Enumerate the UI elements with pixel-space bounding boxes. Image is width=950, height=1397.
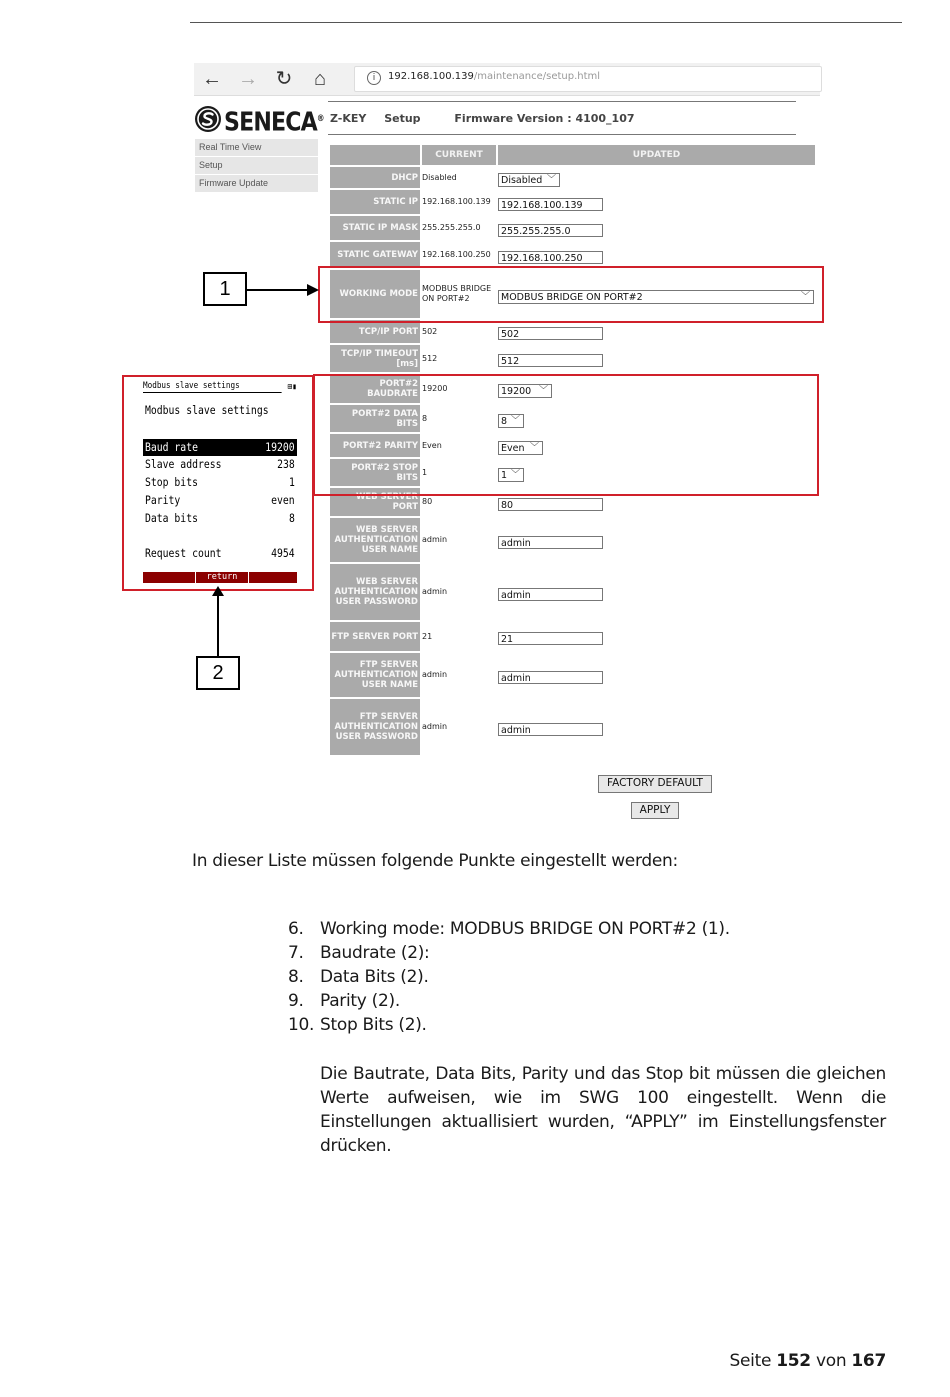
device-row-key: Stop bits [145, 475, 198, 489]
step-text: Parity (2). [320, 991, 400, 1011]
chevron-down-icon: ﹀ [538, 386, 548, 396]
device-row-value: 8 [289, 511, 295, 525]
device-footer [143, 572, 297, 583]
row-label: WEB SERVER AUTHENTICATION USER PASSWORD [330, 564, 420, 620]
step-number: 10. [288, 1015, 315, 1035]
row-label: WEB SERVER PORT [330, 488, 420, 516]
factory-default-button[interactable]: FACTORY DEFAULT [598, 775, 712, 793]
static-gateway-input[interactable]: 192.168.100.250 [498, 251, 603, 264]
browser-toolbar [194, 63, 820, 96]
url-host: 192.168.100.139 [388, 71, 474, 82]
row-label: PORT#2 DATA BITS [330, 405, 420, 432]
row-current: Disabled [422, 172, 457, 182]
static-ip-mask-input[interactable]: 255.255.255.0 [498, 224, 603, 237]
device-screen [141, 379, 299, 584]
static-ip-input[interactable]: 192.168.100.139 [498, 198, 603, 211]
page-title: Setup [384, 112, 421, 125]
list-item [288, 965, 730, 989]
table-row [330, 345, 815, 372]
device-row-key: Baud rate [145, 440, 198, 454]
side-menu [195, 139, 318, 193]
row-current: admin [422, 535, 448, 544]
top-rule [190, 22, 902, 23]
row-label: TCP/IP PORT [330, 320, 420, 343]
row-label: STATIC IP [330, 190, 420, 214]
parity-select[interactable]: Even ﹀ [498, 441, 543, 455]
footer-prefix: Seite [729, 1351, 772, 1371]
side-item-firmware-update[interactable]: Firmware Update [195, 175, 318, 192]
table-row [330, 190, 815, 214]
url-text[interactable] [388, 71, 600, 82]
page-header [330, 112, 649, 125]
page-footer [730, 1351, 886, 1371]
device-return-button[interactable]: return [195, 572, 249, 583]
address-bar[interactable] [354, 66, 822, 92]
device-row-value: 238 [277, 457, 295, 471]
row-current: 192.168.100.250 [422, 250, 491, 259]
ftp-user-password-input[interactable]: admin [498, 723, 603, 736]
ftp-port-input[interactable]: 21 [498, 632, 603, 645]
device-row-key: Request count [145, 546, 222, 560]
logo-text: SENECA® [224, 107, 324, 138]
row-label: DHCP [330, 167, 420, 188]
step-text: Baudrate (2): [320, 943, 430, 963]
chevron-down-icon: ﹀ [510, 470, 520, 480]
device-heading: Modbus slave settings [145, 403, 269, 417]
tcp-port-input[interactable]: 502 [498, 327, 603, 340]
intro-text: In dieser Liste müssen folgende Punkte eingestellt werden: [192, 851, 678, 871]
row-current: Even [422, 440, 442, 450]
header-updated: UPDATED [496, 145, 815, 165]
chevron-down-icon: ﹀ [529, 443, 539, 453]
row-current: 8 [422, 413, 428, 423]
row-label: WEB SERVER AUTHENTICATION USER NAME [330, 518, 420, 562]
header-rule [328, 134, 796, 135]
header-empty [330, 145, 420, 165]
highlight-working-mode [318, 266, 824, 323]
table-row [330, 653, 815, 697]
url-path: /maintenance/setup.html [473, 71, 601, 82]
header-current: CURRENT [420, 145, 496, 165]
row-current: 80 [422, 497, 433, 506]
table-row [330, 242, 815, 268]
note-paragraph: Die Bautrate, Data Bits, Parity und das Stop bit müssen die gleichen Werte aufweisen, wie im SWG 100 eingestellt. Wenn die Einstellungen aktuallisiert wurden, “APPLY” im Einstellungsfenster drücken. [320, 1064, 886, 1156]
device-row-baud-rate[interactable] [143, 439, 297, 456]
row-label: PORT#2 PARITY [330, 434, 420, 457]
seneca-logo-icon [194, 105, 222, 133]
row-current: 255.255.255.0 [422, 223, 481, 232]
product-name: Z-KEY [330, 112, 367, 125]
callout-1-arrow [247, 289, 309, 291]
page-total: 167 [851, 1351, 886, 1371]
table-row [330, 622, 815, 651]
working-mode-select[interactable]: MODBUS BRIDGE ON PORT#2 ﹀ [498, 290, 814, 304]
data-bits-select[interactable]: 8 ﹀ [498, 414, 524, 428]
step-number: 6. [288, 919, 304, 939]
row-current: admin [422, 670, 448, 679]
table-row [330, 699, 815, 755]
list-item [288, 989, 730, 1013]
row-label: STATIC IP MASK [330, 216, 420, 240]
row-current: MODBUS BRIDGE ON PORT#2 [422, 284, 492, 303]
row-label: PORT#2 STOP BITS [330, 459, 420, 486]
row-current: 1 [422, 467, 428, 477]
step-text: Data Bits (2). [320, 967, 429, 987]
row-current: 192.168.100.139 [422, 197, 491, 206]
row-current: admin [422, 587, 448, 596]
callout-1: 1 [203, 272, 247, 306]
arrow-up-icon [212, 586, 224, 596]
step-number: 8. [288, 967, 304, 987]
step-number: 9. [288, 991, 304, 1011]
home-icon[interactable]: ⌂ [313, 68, 327, 90]
baudrate-select[interactable]: 19200 ﹀ [498, 384, 552, 398]
row-current: 21 [422, 631, 433, 641]
row-label: STATIC GATEWAY [330, 242, 420, 268]
device-row-value: 1 [289, 475, 295, 489]
web-user-name-input[interactable]: admin [498, 536, 603, 549]
device-row-value: 4954 [271, 546, 295, 560]
device-row-value: 19200 [265, 440, 295, 454]
device-row-request-count [143, 545, 297, 562]
chevron-down-icon: ﹀ [800, 291, 810, 302]
device-row-data-bits[interactable] [143, 510, 297, 527]
device-row-key: Slave address [145, 457, 222, 471]
table-header-row [330, 145, 815, 165]
device-row-value: even [271, 493, 295, 507]
firmware-version: Firmware Version : 4100_107 [454, 112, 635, 125]
callout-2-arrow [217, 596, 219, 656]
device-status-icon: ⊞▮ [287, 382, 297, 391]
info-icon[interactable]: i [367, 71, 381, 85]
header-rule [328, 101, 796, 102]
list-item [288, 941, 730, 965]
device-row-key: Data bits [145, 511, 198, 525]
stop-bits-select[interactable]: 1 ﹀ [498, 468, 524, 482]
highlight-port2-settings [313, 374, 819, 496]
web-user-password-input[interactable]: admin [498, 588, 603, 601]
step-text: Working mode: MODBUS BRIDGE ON PORT#2 (1). [320, 919, 730, 939]
table-row [330, 216, 815, 240]
device-row-slave-address[interactable] [143, 456, 297, 473]
row-current: 19200 [422, 383, 448, 393]
callout-2: 2 [196, 656, 240, 690]
device-row-stop-bits[interactable] [143, 474, 297, 491]
row-current: admin [422, 722, 448, 731]
seneca-logo [194, 102, 324, 138]
footer-mid: von [815, 1351, 847, 1371]
row-label: FTP SERVER AUTHENTICATION USER NAME [330, 653, 420, 697]
row-current: 512 [422, 353, 438, 363]
reload-icon[interactable]: ↻ [275, 68, 293, 90]
arrow-right-icon [307, 284, 319, 296]
step-text: Stop Bits (2). [320, 1015, 427, 1035]
step-number: 7. [288, 943, 304, 963]
tcp-timeout-input[interactable]: 512 [498, 354, 603, 367]
device-row-parity[interactable] [143, 492, 297, 509]
row-label: FTP SERVER AUTHENTICATION USER PASSWORD [330, 699, 420, 755]
chevron-down-icon: ﹀ [510, 416, 520, 426]
device-row-key: Parity [145, 493, 181, 507]
apply-button[interactable]: APPLY [631, 802, 679, 819]
row-current: 502 [422, 326, 438, 336]
steps-list [288, 917, 730, 1037]
page-number: 152 [776, 1351, 811, 1371]
table-row [330, 564, 815, 620]
table-row [330, 167, 815, 188]
forward-icon[interactable]: → [238, 68, 258, 90]
row-label: TCP/IP TIMEOUT [ms] [330, 345, 420, 372]
device-title: Modbus slave settings [143, 381, 282, 393]
list-item [288, 1013, 730, 1037]
ftp-user-name-input[interactable]: admin [498, 671, 603, 684]
chevron-down-icon: ﹀ [546, 175, 556, 185]
row-label: WORKING MODE [330, 270, 420, 318]
row-label: FTP SERVER PORT [330, 622, 420, 651]
table-row [330, 518, 815, 562]
table-row [330, 320, 815, 343]
list-item [288, 917, 730, 941]
dhcp-select[interactable]: Disabled ﹀ [498, 173, 560, 187]
side-item-real-time-view[interactable]: Real Time View [195, 139, 318, 156]
back-icon[interactable]: ← [202, 68, 222, 90]
side-item-setup[interactable]: Setup [195, 157, 318, 174]
web-server-port-input[interactable]: 80 [498, 498, 603, 511]
row-label: PORT#2 BAUDRATE [330, 374, 420, 403]
